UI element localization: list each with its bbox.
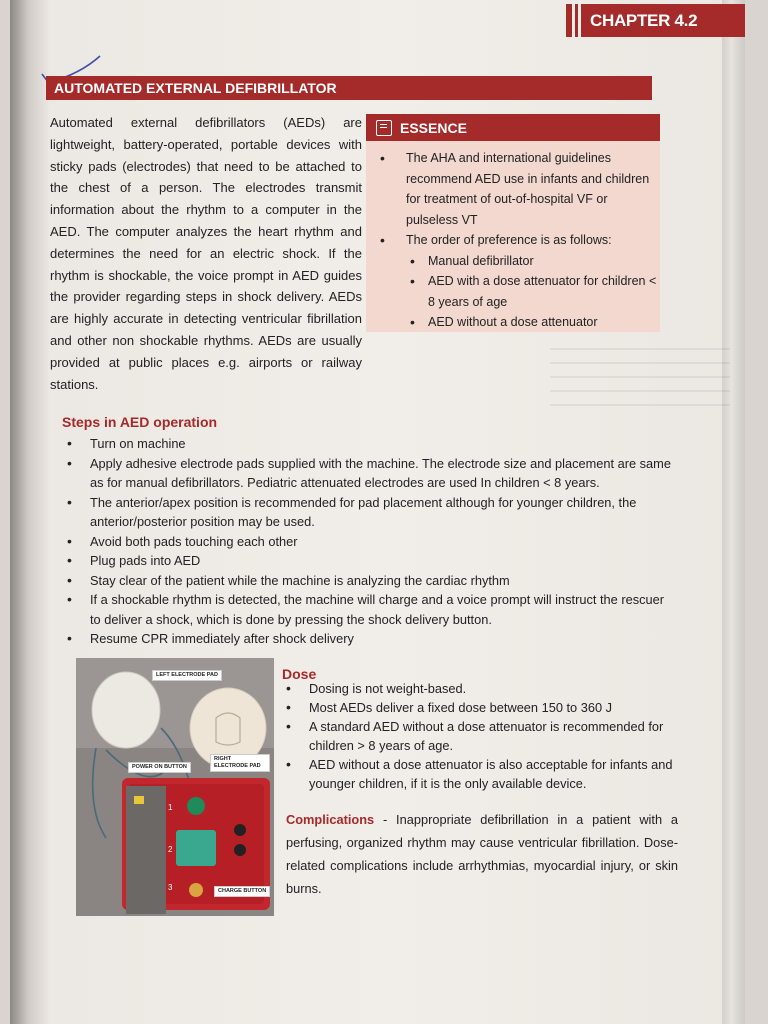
list-item: • Stay clear of the patient while the machine is analyzing the cardiac rhythm: [62, 571, 672, 591]
essence-subpoint: • Manual defibrillator: [366, 251, 660, 272]
essence-title: ESSENCE: [400, 119, 467, 136]
essence-header: [366, 114, 660, 141]
step-number-3: 3: [168, 883, 173, 892]
label-power-button: POWER ON BUTTON: [128, 762, 191, 773]
dose-list: [282, 679, 682, 793]
list-item: • Apply adhesive electrode pads supplied with the machine. The electrode size and placement are same as for manual defibrillators. Pediatric attenuated electrodes are used In children < 8 years.: [62, 454, 672, 493]
essence-list: [366, 148, 660, 333]
dose-title: Dose: [282, 666, 317, 682]
section-title-bar: [46, 76, 652, 100]
aed-illustration: [76, 658, 274, 916]
essence-point: • The order of preference is as follows:: [366, 230, 660, 251]
list-item: • If a shockable rhythm is detected, the machine will charge and a voice prompt will instruct the rescuer to deliver a shock, which is done by pressing the shock delivery button.: [62, 590, 672, 629]
aed-photo: [76, 658, 274, 916]
essence-point: • The AHA and international guidelines recommend AED use in infants and children for treatment of out-of-hospital VF or pulseless VT: [366, 148, 660, 230]
chapter-tab: [566, 4, 745, 37]
essence-subpoint: • AED with a dose attenuator for children < 8 years of age: [366, 271, 660, 312]
list-item: • AED without a dose attenuator is also acceptable for infants and younger children, if it is the only available device.: [282, 755, 682, 793]
list-item: • Most AEDs deliver a fixed dose between 150 to 360 J: [282, 698, 682, 717]
list-item: • The anterior/apex position is recommended for pad placement although for younger children, the anterior/posterior position may be used.: [62, 493, 672, 532]
list-item: • Resume CPR immediately after shock delivery: [62, 629, 672, 649]
essence-box: [366, 114, 660, 332]
book-page: [10, 0, 745, 1024]
label-right-pad: RIGHT ELECTRODE PAD: [210, 754, 270, 772]
chapter-label: CHAPTER 4.2: [590, 10, 698, 30]
list-item: • Avoid both pads touching each other: [62, 532, 672, 552]
list-item: • Dosing is not weight-based.: [282, 679, 682, 698]
section-title: AUTOMATED EXTERNAL DEFIBRILLATOR: [54, 80, 337, 96]
complications-text: - Inappropriate defibrillation in a patient with a perfusing, organized rhythm may cause ventricular fibrillation. Dose-related complications include arrhythmias, myocardial injury, or skin burns.: [286, 812, 678, 896]
label-left-pad: LEFT ELECTRODE PAD: [152, 670, 222, 681]
page-edge: [722, 0, 745, 1024]
steps-title: Steps in AED operation: [62, 414, 218, 430]
step-number-2: 2: [168, 845, 173, 854]
list-item: • Turn on machine: [62, 434, 672, 454]
notes-icon: [376, 120, 392, 136]
intro-paragraph: Automated external defibrillators (AEDs) are lightweight, battery-operated, portable devices with sticky pads (electrodes) that need to be attached to the chest of a person. The electrodes transmit information about the rhythm to a computer in the AED. The computer analyzes the heart rhythm and determines the need for an electric shock. If the rhythm is shockable, the voice prompt in AED guides the provider regarding steps in shock delivery. AEDs are highly accurate in detecting ventricular fibrillation and other non shockable rhythms. AEDs are usually provided at public places e.g. airports or railway stations.: [50, 115, 362, 392]
essence-subpoint: • AED without a dose attenuator: [366, 312, 660, 333]
complications-paragraph: [286, 808, 678, 900]
list-item: • A standard AED without a dose attenuator is recommended for children > 8 years of age.: [282, 717, 682, 755]
step-number-1: 1: [168, 803, 173, 812]
steps-list: [62, 434, 672, 649]
label-charge-button: CHARGE BUTTON: [214, 886, 270, 897]
list-item: • Plug pads into AED: [62, 551, 672, 571]
complications-title: Complications: [286, 812, 375, 827]
